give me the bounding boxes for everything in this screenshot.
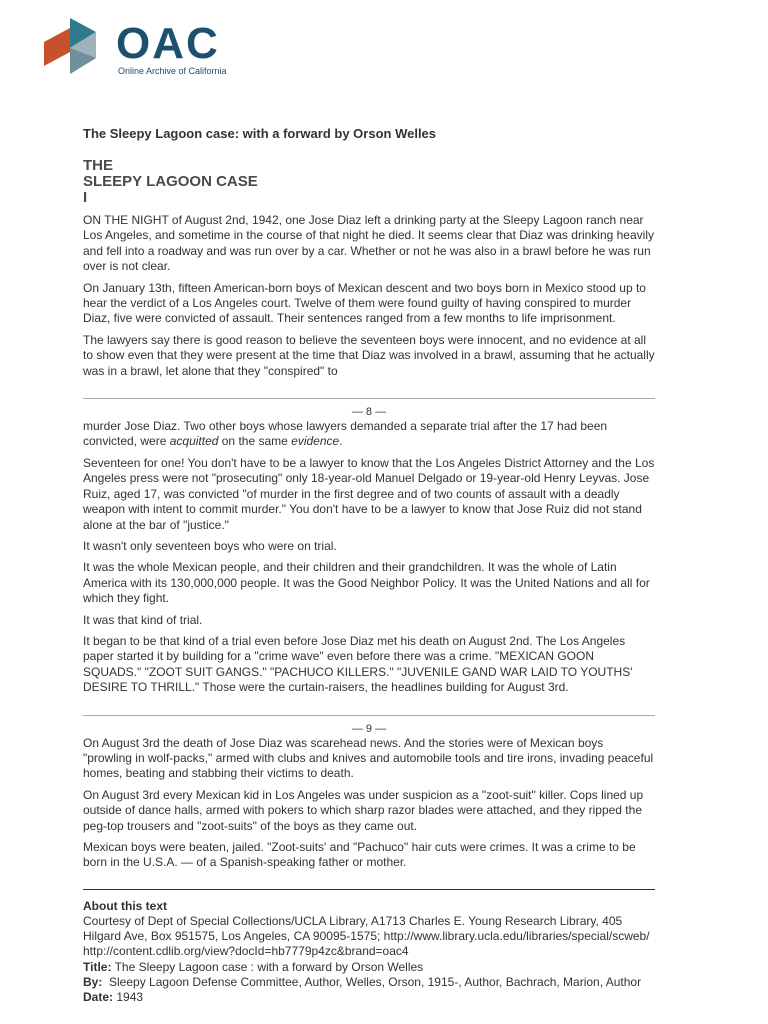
text-run: on the same bbox=[218, 434, 292, 449]
by-label: By: bbox=[83, 974, 103, 989]
title-label: Title: bbox=[83, 959, 112, 974]
paragraph: On January 13th, fifteen American-born boys of Mexican descent and two boys born in Mexico stood up to hear the verdict of a Los Angeles court. Twelve of them were found guilty of having conspired to murder Diaz, five were convicted of assault. Their sentences ranged from a few months to life imprisonment. bbox=[83, 280, 646, 326]
paragraph: It was the whole Mexican people, and their children and their grandchildren. It was the whole of Latin America with its 130,000,000 people. It was the Good Neighbor Policy. It was the United Nations and all for which they fight. bbox=[83, 560, 650, 606]
paragraph: Mexican boys were beaten, jailed. "Zoot-suits' and "Pachuco" hair cuts were crimes. It was a crime to be born in the U.S.A. — of a Spanish-speaking father or mother. bbox=[83, 840, 636, 870]
page-break-8: — 8 — bbox=[83, 398, 655, 419]
chapter-heading bbox=[83, 158, 655, 206]
paragraph: The lawyers say there is good reason to believe the seventeen boys were innocent, and no evidence at all to show even that they were present at the time that Diaz was involved in a brawl, assuming that he actually was in a brawl, let alone that they "conspired" to bbox=[83, 332, 655, 378]
oac-logo[interactable] bbox=[44, 18, 244, 78]
paragraph: On August 3rd every Mexican kid in Los Angeles was under suspicion as a "zoot-suit" killer. Cops lined up outside of dance halls, armed with pokers to which sharp razor blades were attached, and they ripped the peg-top trousers and "zoot-suits" of the boys as they came out. bbox=[83, 787, 644, 833]
about-heading: About this text bbox=[83, 898, 167, 913]
chapter-heading-line: SLEEPY LAGOON CASE bbox=[83, 173, 258, 190]
about-url[interactable]: http://content.cdlib.org/view?docId=hb7779p4zc&brand=oac4 bbox=[83, 944, 409, 959]
by-value: Sleepy Lagoon Defense Committee, Author, Welles, Orson, 1915-, Author, Bachrach, Marion, Author bbox=[109, 974, 642, 989]
about-title-row bbox=[83, 960, 655, 975]
title-value: The Sleepy Lagoon case : with a forward by Orson Welles bbox=[114, 959, 424, 974]
text-run: murder Jose Diaz. Two other boys whose lawyers demanded a separate trial after the 17 had been convicted, were bbox=[83, 419, 608, 449]
paragraph: On August 3rd the death of Jose Diaz was scarehead news. And the stories were of Mexican boys "prowling in wolf-packs," armed with clubs and knives and automobile tools and tire irons, invading peaceful homes, beating and stabbing their victims to death. bbox=[83, 735, 654, 781]
about-by-row bbox=[83, 975, 655, 990]
emphasis: evidence bbox=[291, 434, 340, 449]
about-courtesy: Courtesy of Dept of Special Collections/UCLA Library, A1713 Charles E. Young Research Library, 405 Hilgard Ave, Box 951575, Los Angeles, CA 90095-1575; http://www.library.ucla.edu/libraries/special/scweb/ bbox=[83, 914, 650, 944]
logo-subtitle: Online Archive of California bbox=[118, 66, 227, 76]
paragraph bbox=[83, 419, 655, 450]
paragraph: Seventeen for one! You don't have to be a lawyer to know that the Los Angeles District Attorney and the Los Angeles press were not "prosecuting" only 18-year-old Manuel Delgado or 19-year-old Henry Leyvas. Jose Ruiz, aged 17, was convicted "of murder in the first degree and of two counts of assault with a deadly weapon with intent to commit murder." You don't have to be a lawyer to know that Jose Ruiz did not stand alone at the bar of "justice." bbox=[83, 455, 655, 532]
about-this-text bbox=[83, 889, 655, 1005]
date-label: Date: bbox=[83, 990, 114, 1005]
logo-wordmark: OAC bbox=[116, 19, 220, 68]
oac-logo-mark-icon bbox=[44, 18, 100, 74]
chapter-heading-line: THE bbox=[83, 157, 113, 174]
paragraph: It wasn't only seventeen boys who were on trial. bbox=[83, 538, 337, 553]
emphasis: acquitted bbox=[169, 434, 219, 449]
paragraph: It was that kind of trial. bbox=[83, 612, 203, 627]
page-break-9: — 9 — bbox=[83, 715, 655, 736]
date-value: 1943 bbox=[116, 990, 144, 1005]
paragraph: ON THE NIGHT of August 2nd, 1942, one Jose Diaz left a drinking party at the Sleepy Lagoon ranch near Los Angeles, and sometime in the course of that night he died. It seems clear that Diaz was drinking heavily and fell into a roadway and was run over by a car. Whether or not he was also in a brawl before he was run over is not clear. bbox=[83, 213, 654, 274]
text-run: . bbox=[339, 434, 343, 449]
about-date-row bbox=[83, 990, 655, 1005]
chapter-heading-line: I bbox=[83, 189, 88, 206]
document-content bbox=[83, 125, 655, 1005]
document-title: The Sleepy Lagoon case: with a forward by Orson Welles bbox=[83, 126, 437, 141]
paragraph: It began to be that kind of a trial even before Jose Diaz met his death on August 2nd. The Los Angeles paper started it by building for a "crime wave" even before there was a crime. "MEXICAN GOON SQUADS." "ZOOT SUIT GANGS." "PACHUCO KILLERS." "JUVENILE GAND WAR LAID TO YOUTHS' DESIRE TO THRILL." Those were the curtain-raisers, the headlines building for August 3rd. bbox=[83, 633, 633, 695]
